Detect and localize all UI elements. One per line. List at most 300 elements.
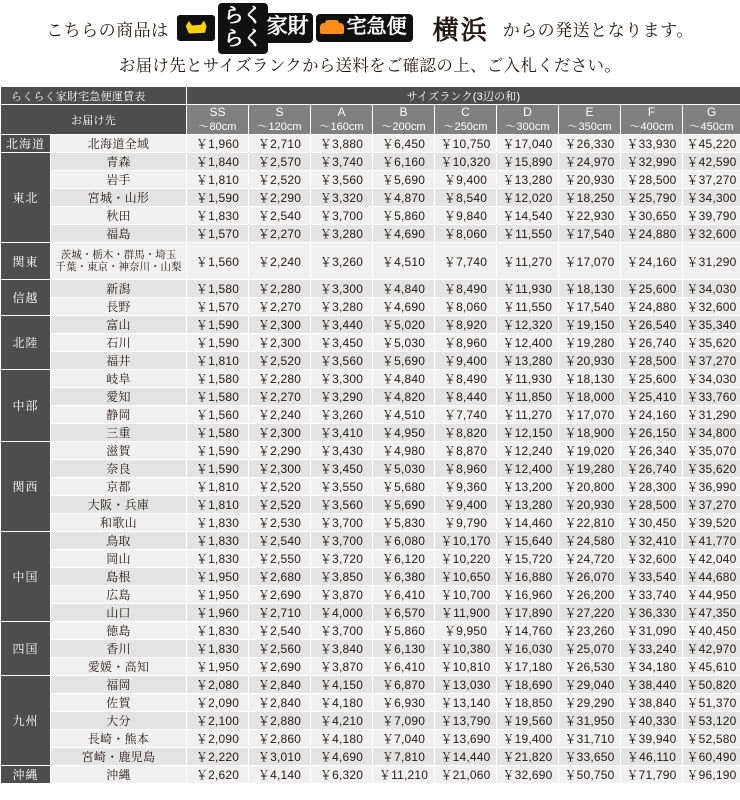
- fee-cell-s: ￥2,880: [249, 712, 311, 730]
- fee-cell-s: ￥2,300: [249, 424, 311, 442]
- fee-cell-g: ￥31,290: [683, 406, 740, 424]
- size-label-ss: ～80cm: [198, 121, 237, 133]
- fee-cell-ss: ￥1,950: [187, 568, 249, 586]
- fee-cell-e: ￥17,540: [559, 298, 621, 316]
- table-row: [1, 568, 740, 586]
- fee-cell-c: ￥10,750: [435, 135, 497, 153]
- fee-cell-g: ￥44,680: [683, 568, 740, 586]
- fee-cell-ss: ￥1,590: [187, 189, 249, 207]
- fee-cell-e: ￥19,280: [559, 460, 621, 478]
- fee-cell-s: ￥2,270: [249, 298, 311, 316]
- table-row: [1, 207, 740, 225]
- size-label-b: ～200cm: [381, 121, 426, 133]
- prefecture-cell: 沖縄: [51, 766, 187, 784]
- fee-cell-e: ￥31,950: [559, 712, 621, 730]
- table-row: [1, 153, 740, 171]
- fee-cell-e: ￥18,130: [559, 370, 621, 388]
- fee-cell-d: ￥16,030: [497, 640, 559, 658]
- origin-region: 横浜: [432, 14, 489, 45]
- prefecture-cell: 滋賀: [51, 442, 187, 460]
- fee-cell-c: ￥10,810: [435, 658, 497, 676]
- fee-cell-b: ￥4,510: [373, 243, 435, 280]
- table-row: [1, 370, 740, 388]
- fee-cell-a: ￥3,320: [311, 189, 373, 207]
- fee-cell-s: ￥2,280: [249, 280, 311, 298]
- fee-cell-b: ￥6,410: [373, 586, 435, 604]
- fee-cell-d: ￥14,540: [497, 207, 559, 225]
- fee-cell-f: ￥25,410: [621, 388, 683, 406]
- fee-cell-f: ￥36,330: [621, 604, 683, 622]
- table-row: [1, 604, 740, 622]
- prefecture-cell: 青森: [51, 153, 187, 171]
- fee-cell-ss: ￥1,840: [187, 153, 249, 171]
- fee-cell-g: ￥35,620: [683, 460, 740, 478]
- fee-cell-ss: ￥1,830: [187, 640, 249, 658]
- fee-cell-e: ￥24,720: [559, 550, 621, 568]
- size-label-a: ～160cm: [319, 121, 364, 133]
- fee-cell-b: ￥5,830: [373, 514, 435, 532]
- size-label-e: ～350cm: [567, 121, 612, 133]
- fee-cell-c: ￥9,840: [435, 207, 497, 225]
- fee-cell-c: ￥14,440: [435, 748, 497, 766]
- fee-cell-e: ￥29,290: [559, 694, 621, 712]
- fee-cell-ss: ￥2,090: [187, 730, 249, 748]
- fee-cell-ss: ￥1,590: [187, 460, 249, 478]
- rank-label-a: A: [337, 105, 346, 119]
- fee-cell-b: ￥5,030: [373, 460, 435, 478]
- fee-cell-b: ￥4,870: [373, 189, 435, 207]
- prefecture-cell: 長野: [51, 298, 187, 316]
- fee-cell-d: ￥17,180: [497, 658, 559, 676]
- fee-cell-g: ￥37,270: [683, 352, 740, 370]
- fee-cell-e: ￥27,220: [559, 604, 621, 622]
- fee-cell-ss: ￥2,080: [187, 676, 249, 694]
- fee-cell-g: ￥45,610: [683, 658, 740, 676]
- fee-cell-d: ￥13,280: [497, 171, 559, 189]
- fee-cell-d: ￥11,850: [497, 388, 559, 406]
- fee-cell-c: ￥10,170: [435, 532, 497, 550]
- fee-cell-d: ￥15,640: [497, 532, 559, 550]
- fee-cell-ss: ￥1,560: [187, 406, 249, 424]
- fee-cell-e: ￥26,070: [559, 568, 621, 586]
- fee-cell-d: ￥15,890: [497, 153, 559, 171]
- fee-cell-e: ￥19,280: [559, 334, 621, 352]
- table-row: [1, 586, 740, 604]
- fee-cell-f: ￥32,410: [621, 532, 683, 550]
- fee-cell-e: ￥26,330: [559, 135, 621, 153]
- table-row: [1, 532, 740, 550]
- fee-cell-a: ￥4,180: [311, 694, 373, 712]
- fee-cell-g: ￥39,790: [683, 207, 740, 225]
- table-row: [1, 298, 740, 316]
- fee-cell-s: ￥2,550: [249, 550, 311, 568]
- fee-cell-b: ￥6,120: [373, 550, 435, 568]
- fee-cell-f: ￥30,650: [621, 207, 683, 225]
- fee-cell-f: ￥24,160: [621, 243, 683, 280]
- fee-cell-d: ￥16,880: [497, 568, 559, 586]
- column-header-e: [559, 105, 621, 135]
- table-row: [1, 622, 740, 640]
- fee-cell-c: ￥13,140: [435, 694, 497, 712]
- fee-cell-a: ￥3,700: [311, 532, 373, 550]
- fee-cell-g: ￥32,600: [683, 225, 740, 243]
- fee-cell-a: ￥3,450: [311, 460, 373, 478]
- table-title: らくらく家財宅急便運賃表: [1, 87, 187, 105]
- fee-cell-a: ￥3,560: [311, 496, 373, 514]
- column-header-g: [683, 105, 740, 135]
- fee-cell-a: ￥4,690: [311, 748, 373, 766]
- cat-mark-icon: [177, 15, 215, 41]
- fee-cell-a: ￥3,850: [311, 568, 373, 586]
- fee-cell-d: ￥17,040: [497, 135, 559, 153]
- fee-cell-f: ￥28,500: [621, 171, 683, 189]
- fee-cell-s: ￥2,300: [249, 334, 311, 352]
- fee-cell-ss: ￥1,960: [187, 604, 249, 622]
- fee-cell-ss: ￥1,810: [187, 171, 249, 189]
- prefecture-cell: 大分: [51, 712, 187, 730]
- fee-cell-g: ￥96,190: [683, 766, 740, 784]
- fee-cell-g: ￥52,580: [683, 730, 740, 748]
- header-line: [0, 0, 740, 52]
- fee-cell-a: ￥3,450: [311, 334, 373, 352]
- fee-cell-a: ￥3,840: [311, 640, 373, 658]
- fee-cell-g: ￥35,620: [683, 334, 740, 352]
- region-cell: 四国: [1, 622, 51, 676]
- fee-cell-b: ￥6,130: [373, 640, 435, 658]
- fee-cell-c: ￥8,060: [435, 225, 497, 243]
- fee-cell-ss: ￥1,810: [187, 352, 249, 370]
- fee-cell-e: ￥17,070: [559, 406, 621, 424]
- fee-cell-a: ￥3,300: [311, 280, 373, 298]
- fee-cell-a: ￥3,410: [311, 424, 373, 442]
- fee-cell-b: ￥11,210: [373, 766, 435, 784]
- prefecture-cell: 新潟: [51, 280, 187, 298]
- size-label-d: ～300cm: [505, 121, 550, 133]
- size-label-c: ～250cm: [443, 121, 488, 133]
- fee-cell-ss: ￥1,810: [187, 478, 249, 496]
- table-row: [1, 189, 740, 207]
- fee-cell-f: ￥39,940: [621, 730, 683, 748]
- fee-cell-c: ￥8,870: [435, 442, 497, 460]
- fee-cell-f: ￥25,600: [621, 280, 683, 298]
- table-row: [1, 658, 740, 676]
- fee-cell-g: ￥44,950: [683, 586, 740, 604]
- fee-cell-f: ￥28,300: [621, 478, 683, 496]
- fee-cell-s: ￥2,300: [249, 460, 311, 478]
- fee-cell-e: ￥26,200: [559, 586, 621, 604]
- fee-cell-s: ￥2,690: [249, 586, 311, 604]
- fee-cell-c: ￥9,360: [435, 478, 497, 496]
- rank-label-f: F: [647, 105, 656, 119]
- fee-cell-d: ￥12,240: [497, 442, 559, 460]
- fee-cell-a: ￥3,550: [311, 478, 373, 496]
- fee-cell-d: ￥19,400: [497, 730, 559, 748]
- table-row: [1, 694, 740, 712]
- column-header-s: [249, 105, 311, 135]
- fee-cell-c: ￥9,400: [435, 496, 497, 514]
- fee-cell-b: ￥5,680: [373, 478, 435, 496]
- fee-cell-s: ￥2,300: [249, 316, 311, 334]
- fee-cell-c: ￥8,060: [435, 298, 497, 316]
- fee-cell-d: ￥13,280: [497, 496, 559, 514]
- fee-cell-ss: ￥1,590: [187, 316, 249, 334]
- table-row: [1, 135, 740, 153]
- fee-cell-s: ￥2,240: [249, 406, 311, 424]
- prefecture-cell: 京都: [51, 478, 187, 496]
- fee-cell-b: ￥5,690: [373, 352, 435, 370]
- fee-cell-a: ￥3,430: [311, 442, 373, 460]
- fee-cell-b: ￥6,080: [373, 532, 435, 550]
- fee-cell-f: ￥24,160: [621, 406, 683, 424]
- fee-cell-g: ￥40,450: [683, 622, 740, 640]
- fee-cell-ss: ￥1,570: [187, 298, 249, 316]
- fee-cell-g: ￥34,800: [683, 424, 740, 442]
- rank-label-d: D: [523, 105, 532, 119]
- fee-cell-s: ￥2,520: [249, 478, 311, 496]
- prefecture-cell: 石川: [51, 334, 187, 352]
- prefecture-cell: 鳥取: [51, 532, 187, 550]
- fee-cell-e: ￥19,020: [559, 442, 621, 460]
- prefecture-cell: 奈良: [51, 460, 187, 478]
- fee-cell-e: ￥24,580: [559, 532, 621, 550]
- size-label-g: ～450cm: [689, 121, 734, 133]
- fee-cell-g: ￥35,340: [683, 316, 740, 334]
- fee-cell-c: ￥7,740: [435, 406, 497, 424]
- fee-cell-c: ￥8,540: [435, 189, 497, 207]
- destination-header: お届け先: [1, 105, 187, 135]
- column-header-c: [435, 105, 497, 135]
- header-trail-text: からの発送となります。: [502, 20, 694, 40]
- fee-cell-g: ￥31,290: [683, 243, 740, 280]
- fee-cell-b: ￥5,690: [373, 171, 435, 189]
- fee-cell-f: ￥30,450: [621, 514, 683, 532]
- fee-cell-b: ￥4,510: [373, 406, 435, 424]
- region-cell: 北海道: [1, 135, 51, 153]
- fee-cell-c: ￥13,790: [435, 712, 497, 730]
- fee-cell-c: ￥13,690: [435, 730, 497, 748]
- fee-cell-d: ￥32,690: [497, 766, 559, 784]
- fee-cell-g: ￥42,040: [683, 550, 740, 568]
- fee-cell-e: ￥31,710: [559, 730, 621, 748]
- fee-cell-s: ￥2,540: [249, 622, 311, 640]
- prefecture-cell: 広島: [51, 586, 187, 604]
- fee-cell-c: ￥8,920: [435, 316, 497, 334]
- fee-cell-c: ￥8,820: [435, 424, 497, 442]
- prefecture-cell: 秋田: [51, 207, 187, 225]
- fee-cell-f: ￥32,600: [621, 550, 683, 568]
- table-row: [1, 496, 740, 514]
- fee-cell-e: ￥18,250: [559, 189, 621, 207]
- region-cell: 九州: [1, 676, 51, 766]
- fee-cell-d: ￥12,400: [497, 334, 559, 352]
- kazai-label: 家財: [265, 13, 313, 42]
- fee-cell-a: ￥4,000: [311, 604, 373, 622]
- fee-cell-s: ￥2,560: [249, 640, 311, 658]
- fee-cell-e: ￥22,810: [559, 514, 621, 532]
- fee-cell-f: ￥24,880: [621, 298, 683, 316]
- rank-label-g: G: [706, 105, 717, 119]
- fee-cell-c: ￥8,490: [435, 280, 497, 298]
- fee-cell-f: ￥26,340: [621, 442, 683, 460]
- fee-cell-g: ￥34,030: [683, 370, 740, 388]
- fee-cell-e: ￥33,650: [559, 748, 621, 766]
- fee-cell-a: ￥3,880: [311, 135, 373, 153]
- column-header-ss: [187, 105, 249, 135]
- table-row: [1, 280, 740, 298]
- table-row: [1, 676, 740, 694]
- fee-cell-f: ￥28,500: [621, 352, 683, 370]
- fee-cell-e: ￥20,800: [559, 478, 621, 496]
- fee-cell-e: ￥18,130: [559, 280, 621, 298]
- fee-cell-f: ￥26,740: [621, 460, 683, 478]
- fee-cell-b: ￥6,930: [373, 694, 435, 712]
- region-cell: 信越: [1, 280, 51, 316]
- fee-cell-a: ￥3,560: [311, 352, 373, 370]
- fee-cell-g: ￥45,220: [683, 135, 740, 153]
- prefecture-cell: 茨城・栃木・群馬・埼玉 千葉・東京・神奈川・山梨: [51, 243, 187, 280]
- fee-cell-b: ￥6,160: [373, 153, 435, 171]
- fee-cell-s: ￥2,710: [249, 135, 311, 153]
- fee-cell-c: ￥8,960: [435, 460, 497, 478]
- fee-cell-d: ￥14,760: [497, 622, 559, 640]
- fee-cell-f: ￥33,240: [621, 640, 683, 658]
- fee-cell-f: ￥71,790: [621, 766, 683, 784]
- fee-cell-ss: ￥1,960: [187, 135, 249, 153]
- fee-cell-d: ￥12,320: [497, 316, 559, 334]
- fee-cell-f: ￥26,540: [621, 316, 683, 334]
- prefecture-cell: 山口: [51, 604, 187, 622]
- table-header-row-1: [1, 87, 740, 105]
- fee-cell-b: ￥5,020: [373, 316, 435, 334]
- fee-cell-c: ￥11,900: [435, 604, 497, 622]
- page-subtitle: お届け先とサイズランクから送料をご確認の上、ご入札ください。: [118, 57, 622, 75]
- table-row: [1, 316, 740, 334]
- fee-cell-c: ￥9,950: [435, 622, 497, 640]
- table-header-row-2: [1, 105, 740, 135]
- fee-cell-a: ￥3,720: [311, 550, 373, 568]
- prefecture-cell: 佐賀: [51, 694, 187, 712]
- table-row: [1, 640, 740, 658]
- fee-cell-s: ￥2,520: [249, 171, 311, 189]
- fee-cell-f: ￥26,150: [621, 424, 683, 442]
- region-cell: 東北: [1, 153, 51, 243]
- fee-cell-a: ￥3,700: [311, 514, 373, 532]
- rank-label-s: S: [275, 105, 284, 119]
- fee-cell-ss: ￥2,100: [187, 712, 249, 730]
- fee-cell-s: ￥2,690: [249, 658, 311, 676]
- fee-cell-e: ￥17,540: [559, 225, 621, 243]
- fee-cell-ss: ￥1,830: [187, 532, 249, 550]
- prefecture-cell: 岐阜: [51, 370, 187, 388]
- fee-cell-c: ￥10,380: [435, 640, 497, 658]
- fee-cell-s: ￥2,530: [249, 514, 311, 532]
- fee-cell-g: ￥39,520: [683, 514, 740, 532]
- fee-cell-ss: ￥1,950: [187, 586, 249, 604]
- fee-cell-f: ￥40,330: [621, 712, 683, 730]
- fee-cell-a: ￥3,260: [311, 243, 373, 280]
- fee-cell-ss: ￥1,580: [187, 280, 249, 298]
- fee-cell-e: ￥17,070: [559, 243, 621, 280]
- fee-cell-ss: ￥2,620: [187, 766, 249, 784]
- fee-cell-c: ￥7,740: [435, 243, 497, 280]
- fee-cell-ss: ￥1,950: [187, 658, 249, 676]
- fee-cell-g: ￥35,070: [683, 442, 740, 460]
- fee-cell-b: ￥7,040: [373, 730, 435, 748]
- size-label-f: ～400cm: [629, 121, 674, 133]
- fee-cell-d: ￥12,150: [497, 424, 559, 442]
- fee-cell-c: ￥8,490: [435, 370, 497, 388]
- fee-cell-g: ￥42,970: [683, 640, 740, 658]
- fee-cell-e: ￥23,260: [559, 622, 621, 640]
- fee-cell-s: ￥3,010: [249, 748, 311, 766]
- takkyubin-label: [316, 14, 413, 42]
- fee-cell-b: ￥6,450: [373, 135, 435, 153]
- fee-cell-ss: ￥1,570: [187, 225, 249, 243]
- fee-cell-e: ￥20,930: [559, 352, 621, 370]
- fee-cell-e: ￥26,530: [559, 658, 621, 676]
- rank-label-ss: SS: [209, 105, 226, 119]
- fee-cell-d: ￥13,200: [497, 478, 559, 496]
- fee-cell-s: ￥2,270: [249, 388, 311, 406]
- prefecture-cell: 和歌山: [51, 514, 187, 532]
- fee-cell-f: ￥25,790: [621, 189, 683, 207]
- fee-cell-f: ￥46,110: [621, 748, 683, 766]
- header-lead-text: こちらの商品は: [46, 20, 169, 40]
- fee-cell-s: ￥2,570: [249, 153, 311, 171]
- fee-cell-ss: ￥1,580: [187, 370, 249, 388]
- fee-cell-e: ￥18,000: [559, 388, 621, 406]
- table-row: [1, 406, 740, 424]
- fee-cell-g: ￥53,120: [683, 712, 740, 730]
- table-row: [1, 352, 740, 370]
- prefecture-cell: 福井: [51, 352, 187, 370]
- prefecture-cell: 福岡: [51, 676, 187, 694]
- prefecture-cell: 宮城・山形: [51, 189, 187, 207]
- fee-cell-f: ￥24,880: [621, 225, 683, 243]
- fee-cell-b: ￥4,840: [373, 280, 435, 298]
- fee-cell-a: ￥6,320: [311, 766, 373, 784]
- column-header-a: [311, 105, 373, 135]
- fee-cell-f: ￥38,840: [621, 694, 683, 712]
- fee-cell-s: ￥2,840: [249, 676, 311, 694]
- fee-cell-g: ￥33,760: [683, 388, 740, 406]
- table-row: [1, 424, 740, 442]
- fee-cell-a: ￥4,150: [311, 676, 373, 694]
- fee-cell-a: ￥3,700: [311, 622, 373, 640]
- rank-label-c: C: [461, 105, 470, 119]
- table-row: [1, 478, 740, 496]
- prefecture-cell: 長崎・熊本: [51, 730, 187, 748]
- fee-cell-ss: ￥1,560: [187, 243, 249, 280]
- fee-cell-d: ￥11,270: [497, 406, 559, 424]
- fee-cell-f: ￥33,740: [621, 586, 683, 604]
- prefecture-cell: 愛媛・高知: [51, 658, 187, 676]
- fee-cell-d: ￥16,960: [497, 586, 559, 604]
- fee-cell-c: ￥10,700: [435, 586, 497, 604]
- fee-cell-b: ￥4,820: [373, 388, 435, 406]
- fee-cell-a: ￥3,300: [311, 370, 373, 388]
- fee-cell-s: ￥2,680: [249, 568, 311, 586]
- column-header-b: [373, 105, 435, 135]
- fee-cell-b: ￥4,950: [373, 424, 435, 442]
- table-row: [1, 388, 740, 406]
- fee-cell-g: ￥41,770: [683, 532, 740, 550]
- fee-cell-ss: ￥2,220: [187, 748, 249, 766]
- fee-cell-e: ￥25,070: [559, 640, 621, 658]
- fee-cell-g: ￥32,600: [683, 298, 740, 316]
- prefecture-cell: 宮崎・鹿児島: [51, 748, 187, 766]
- fee-cell-e: ￥19,150: [559, 316, 621, 334]
